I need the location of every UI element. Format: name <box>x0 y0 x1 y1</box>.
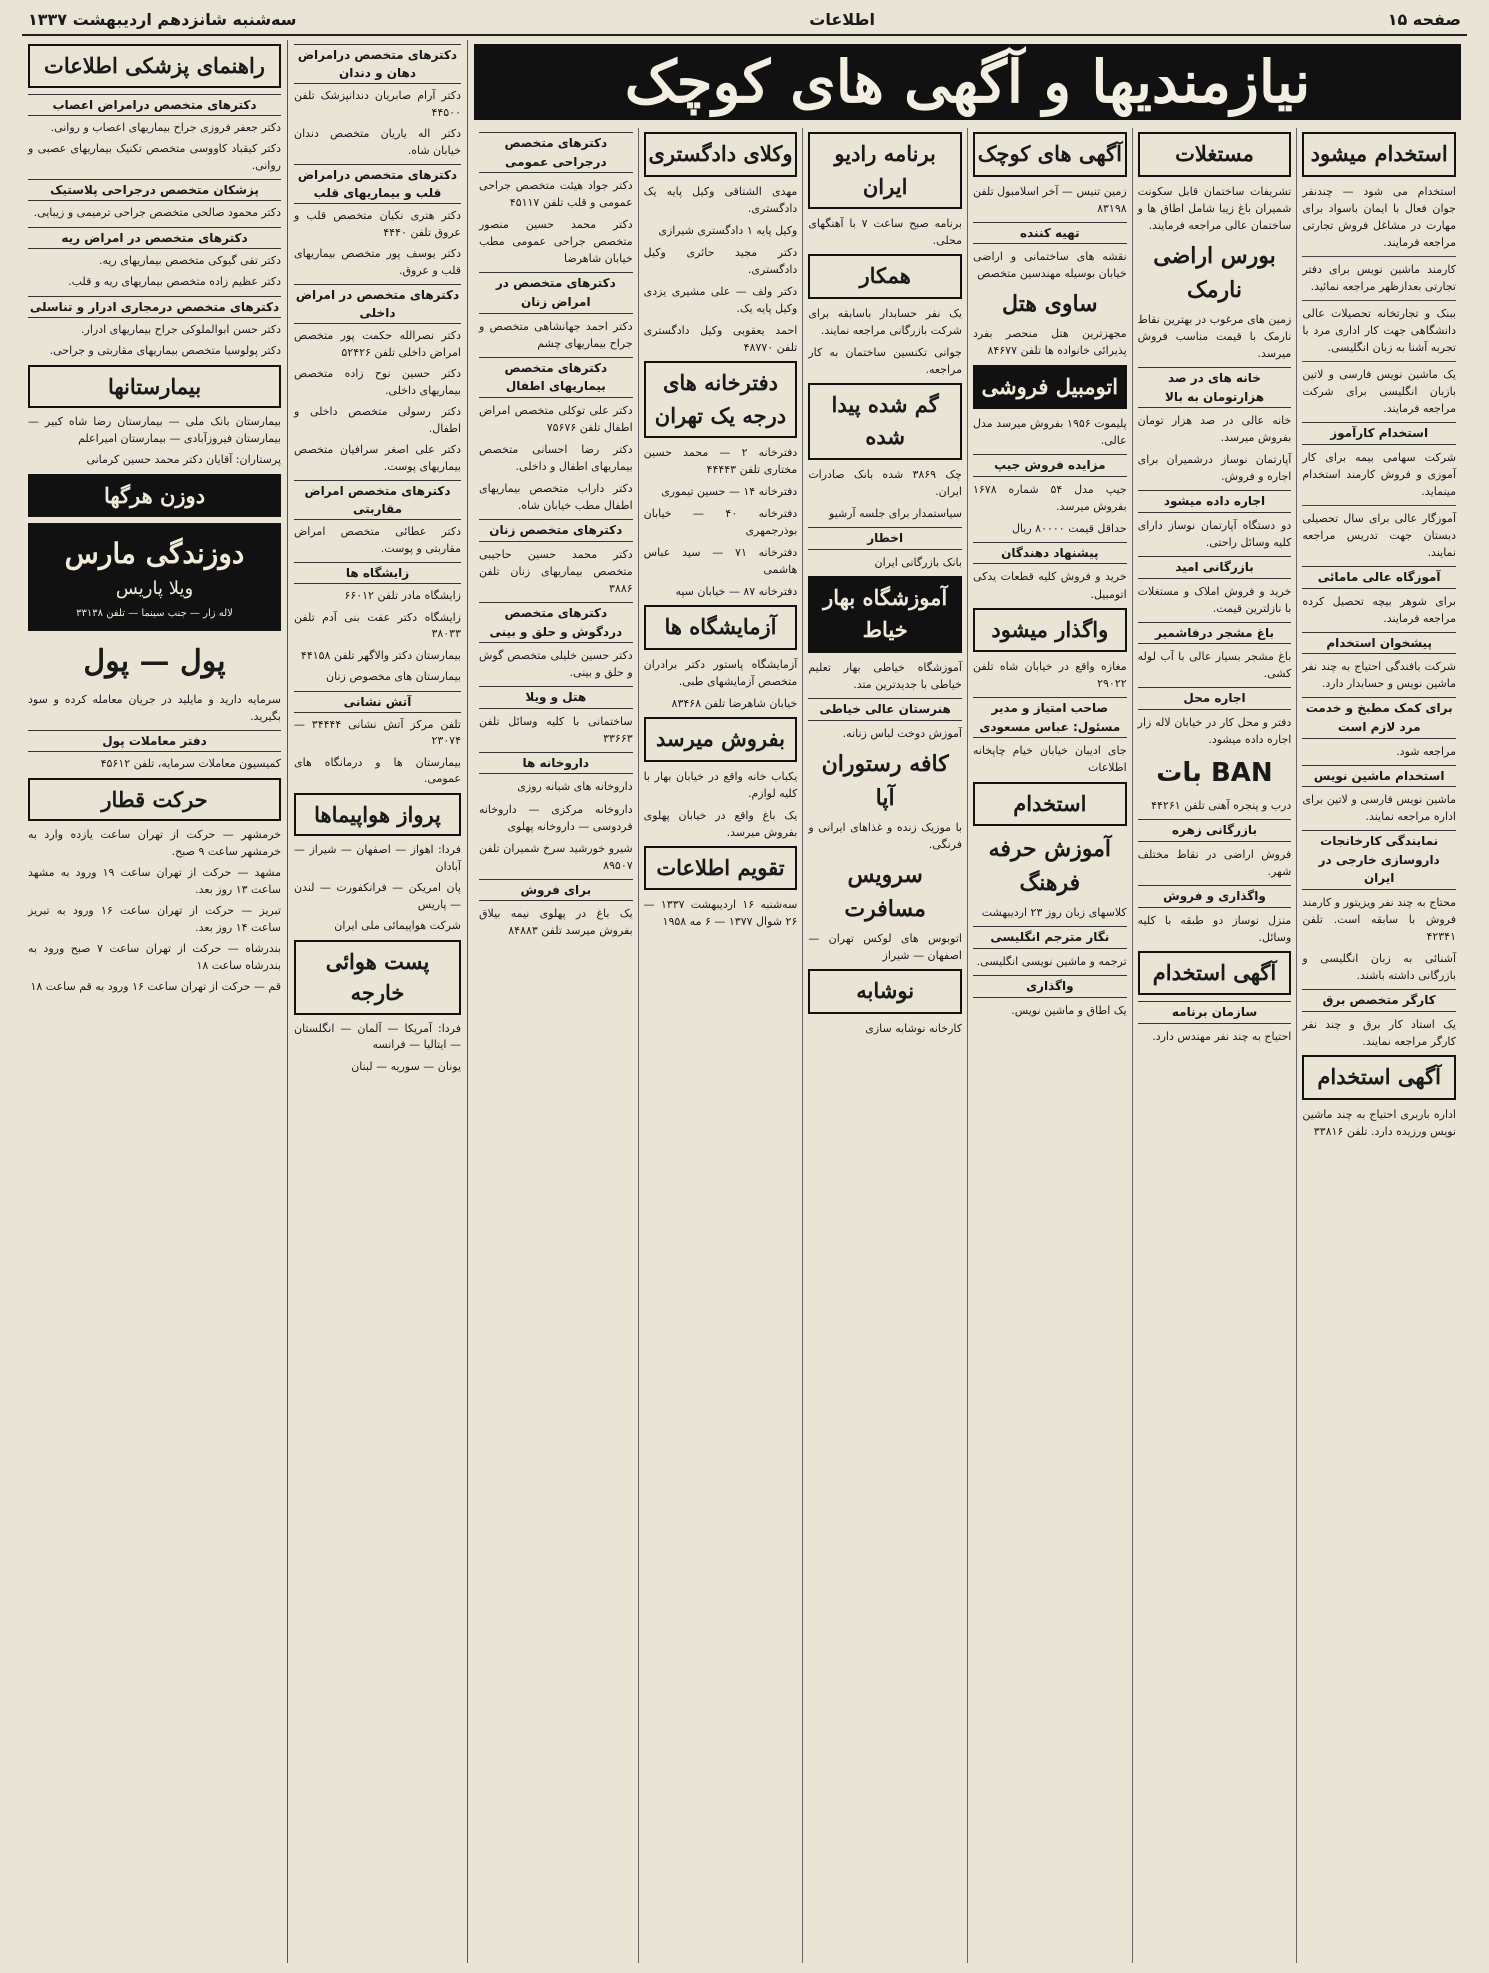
ad-item: پلیموت ۱۹۵۶ بفروش میرسد مدل عالی. <box>972 417 1127 448</box>
ad-item: بیمارستان بانک ملی — بیمارستان رضا شاه کبیر — بیمارستان فیروزآبادی — بیمارستان امیراعلم <box>28 415 281 445</box>
section-beverage: نوشابه <box>808 969 962 1014</box>
subhead-urology: دکترهای متخصص درمجاری ادرار و تناسلی <box>28 296 281 318</box>
subhead-lung: دکترهای متخصص در امراض ریه <box>28 227 281 249</box>
tailor-name: دوزندگی مارس <box>64 537 245 570</box>
ad-item: دفترخانه ۲ — محمد حسین مختاری تلفن ۴۴۴۴۳ <box>643 446 798 477</box>
ad-item: درب و پنجره آهنی تلفن ۴۴۲۶۱ <box>1151 799 1292 813</box>
section-small-ads: آگهی های کوچک <box>973 132 1127 177</box>
section-colleague: همکار <box>808 254 962 299</box>
subhead-heart: دکترهای متخصص درامراض قلب و بیماریهای قلب <box>294 164 461 204</box>
ad-item: آموزگار عالی برای سال تحصیلی دبستان جهت تدریس مراجعه نمایند. <box>1302 511 1456 559</box>
section-radio: برنامه رادیو ایران <box>808 132 962 209</box>
section-notaries: دفترخانه های درجه یک تهران <box>644 361 798 438</box>
ad-item: خرمشهر — حرکت از تهران ساعت یازده وارد به خرمشهر ساعت ۹ صبح. <box>28 828 281 858</box>
ad-item: احتیاج به چند نفر مهندس دارد. <box>1152 1030 1292 1043</box>
section-lawyers: وکلای دادگستری <box>644 132 798 177</box>
ad-item: دکتر نصرالله حکمت پور متخصص امراض داخلی تلفن ۵۲۴۲۶ <box>294 329 461 359</box>
ad-item: شرکت سهامی بیمه برای کار آموزی و فروش کارمند استخدام مینماید. <box>1302 450 1456 498</box>
subhead-ban: بات BAN <box>1156 758 1273 789</box>
section-for-sale: بفروش میرسد <box>644 717 798 762</box>
section-flights: پرواز هواپیماها <box>294 793 461 837</box>
subhead-surgeons: دکترهای متخصص درجراحی عمومی <box>479 132 633 173</box>
ad-item: مراجعه شود. <box>1396 744 1456 758</box>
ad-item: دکتر حسین خلیلی متخصص گوش و حلق و بینی. <box>478 649 633 680</box>
ad-item: دکتر حسن ابوالملوکی جراح بیماریهای ادرار. <box>81 322 281 336</box>
ad-item: اتوبوس های لوکس تهران — اصفهان — شیراز <box>808 932 962 963</box>
subhead-dental: دکترهای متخصص درامراض دهان و دندان <box>294 44 461 84</box>
ad-item: ببنک و تجارتخانه تحصیلات عالی دانشگاهی جهت کار اداری مرد با تجربه آشنا به زبان انگلیسی. <box>1302 306 1456 354</box>
ad-item: احمد یعقوبی وکیل دادگستری تلفن ۴۸۷۷۰ <box>643 323 798 354</box>
tailor-advert <box>28 523 281 631</box>
ad-item: یونان — سوریه — لبنان <box>351 1059 461 1073</box>
subhead-counter: پیشخوان استخدام <box>1302 632 1456 655</box>
ad-item: زمین تنیس — آخر اسلامبول تلفن ۸۳۱۹۸ <box>972 184 1127 215</box>
ad-item: شرکت هواپیمائی ملی ایران <box>334 919 461 932</box>
ad-item: بندرشاه — حرکت از تهران ساعت ۷ صبح ورود به بندرشاه ساعت ۱۸ <box>28 942 281 972</box>
paper-name: اطلاعات <box>809 9 875 29</box>
subhead-neurology: دکترهای متخصص درامراض اعصاب <box>28 94 281 116</box>
section-tailoring-school: آموزشگاه بهار خیاط <box>808 576 962 653</box>
ad-item: دکتر محمد حسین حاجیبی متخصص بیماریهای زنان تلفن ۳۸۸۶ <box>478 547 633 595</box>
section-tailors: دوزن هرگها <box>28 474 281 518</box>
section-medical-guide: راهنمای پزشکی اطلاعات <box>28 44 281 88</box>
subhead-tailoring-institute: هنرستان عالی خیاطی <box>808 698 962 721</box>
ad-item: زایشگاه مادر تلفن ۶۶۰۱۲ <box>344 589 461 602</box>
ad-item: آموزش دوخت لباس زنانه. <box>842 726 962 740</box>
ad-item: دفترخانه ۸۷ — خیابان سپه <box>675 585 798 599</box>
subhead-money-office: دفتر معاملات پول <box>28 730 281 752</box>
subhead-zohreh: بازرگانی زهره <box>1138 819 1292 842</box>
subhead-typist: استخدام ماشین نویس <box>1302 765 1456 788</box>
subhead-plan-org: سازمان برنامه <box>1138 1001 1292 1024</box>
classifieds-area <box>467 40 1467 1963</box>
ad-item: بیمارستان های مخصوص زنان <box>326 670 461 683</box>
column-small-ads <box>967 128 1132 1963</box>
ad-item: یک ماشین نویس فارسی و لاتین بازبان انگلیسی برای شرکت مراجعه فرمایند. <box>1302 367 1456 416</box>
ad-item: مجهزترین هتل منحصر بفرد پذیرائی خانواده ها تلفن ۸۴۶۷۷ <box>972 327 1127 358</box>
ad-item: شیرو خورشید سرخ شمیران تلفن ۸۹۵۰۷ <box>478 841 633 872</box>
subhead-internal: دکترهای متخصص در امراض داخلی <box>294 284 461 324</box>
subhead-hotel: هتل و ویلا <box>479 686 633 709</box>
ad-item: با موزیک زنده و غذاهای ایرانی و فرنگی. <box>808 820 962 851</box>
ad-item: ترجمه و ماشین نویسی انگلیسی. <box>976 954 1127 968</box>
ad-item: تلفن مرکز آتش نشانی ۳۴۴۴۴ — ۲۳۰۷۴ <box>294 717 461 747</box>
subhead-plastic-surgery: پزشکان متخصص درجراحی پلاستیک <box>28 179 281 201</box>
ad-item: یک نفر حسابدار باسابقه برای شرکت بازرگانی مراجعه نمایند. <box>808 306 962 337</box>
columns <box>22 40 1467 1963</box>
subhead-bidders: پیشنهاد دهندگان <box>973 542 1127 565</box>
ad-item: یک اطاق و ماشین نویس. <box>1011 1003 1127 1017</box>
divider <box>1302 300 1456 301</box>
ad-item: زایشگاه دکتر عفت بنی آدم تلفن ۳۸۰۳۳ <box>294 610 461 640</box>
ad-item: دکتر داراب متخصص بیماریهای اطفال مطب خیابان شاه. <box>478 482 633 513</box>
masthead: نیازمندیها و آگهی های کوچک <box>474 44 1461 120</box>
classified-subcolumns <box>474 128 1461 1963</box>
subhead-trainee: استخدام کارآموز <box>1302 422 1456 445</box>
subhead-narmak: بورس اراضی نارمک <box>1153 242 1276 303</box>
ad-item: حداقل قیمت ۸۰۰۰۰ ریال <box>1011 521 1127 535</box>
subhead-office-rent: اجاره محل <box>1138 687 1292 710</box>
ad-item: آپارتمان نوساز درشمیران برای اجاره و فروش. <box>1137 453 1292 484</box>
ad-item: دفترخانه ۷۱ — سید عباس هاشمی <box>643 546 798 577</box>
ad-item: تبریز — حرکت از تهران ساعت ۱۶ ورود به تبریز ساعت ۱۴ روز بعد. <box>28 904 281 934</box>
ad-item: بیمارستان دکتر والاگهر تلفن ۴۴۱۵۸ <box>300 648 461 662</box>
ad-item: جای ادیبان خیابان خیام چاپخانه اطلاعات <box>972 744 1127 775</box>
ad-item: خرید و فروش املاک و مستغلات با نازلترین قیمت. <box>1137 584 1292 615</box>
ad-item: فردا: اهواز — اصفهان — شیراز — آبادان <box>294 843 461 873</box>
ad-item: تشریفات ساختمان قابل سکونت شمیران باغ زیبا شامل اطاق ها و ساختمان عالی مراجعه فرمایند. <box>1137 184 1292 232</box>
ad-item: کارخانه نوشابه سازی <box>865 1021 962 1035</box>
ad-item: شرکت بافندگی احتیاج به چند نفر ماشین نویس و حسابدار دارد. <box>1302 660 1456 691</box>
section-lost-found: گم شده پیدا شده <box>808 383 962 460</box>
ad-item: وکیل پایه ۱ دادگستری شیرازی <box>658 223 798 237</box>
ad-item: چک ۳۸۶۹ شده بانک صادرات ایران. <box>808 468 962 499</box>
section-hospitals: بیمارستانها <box>28 365 281 409</box>
ad-item: سرمایه دارید و مایلید در جریان معامله کرده و سود بگیرید. <box>28 693 281 723</box>
subhead-savoy-hotel: ساوی هتل <box>1002 291 1098 318</box>
ad-item: دکتر مجید حائری وکیل دادگستری. <box>643 245 798 276</box>
subhead-vocational: آموزش حرفه فرهنگ <box>988 836 1112 897</box>
ad-item: دکتر رسولی متخصص داخلی و اطفال. <box>294 405 461 435</box>
ad-item: دکتر جواد هیئت متخصص جراحی عمومی و قلب تلفن ۴۵۱۱۷ <box>478 179 633 210</box>
ad-item: دفترخانه ۱۴ — حسین تیموری <box>661 485 798 499</box>
ad-item: دکتر جعفر فروزی جراح بیماریهای اعصاب و روانی. <box>50 120 281 134</box>
ad-item: دکتر محمد حسین منصور متخصص جراحی عمومی مطب خیابان شاهرضا <box>478 218 633 266</box>
subhead-jeep-auction: مزایده فروش جیپ <box>973 454 1127 477</box>
ad-item: دکتر احمد جهانشاهی متخصص و جراح بیماریهای چشم <box>478 319 633 350</box>
ad-item: دکتر اله یاریان متخصص دندان خیابان شاه. <box>294 127 461 157</box>
ad-item: پان امریکن — فرانکفورت — لندن — پاریس <box>294 881 461 911</box>
subhead-garden: باغ مشجر درفاشمیر <box>1138 622 1292 645</box>
ad-item: داروخانه های شبانه روزی <box>517 780 633 794</box>
ad-item: فروش اراضی در نقاط مختلف شهر. <box>1137 848 1292 879</box>
ad-item: دکتر عطائی متخصص امراض مقاربتی و پوست. <box>294 525 461 555</box>
subhead-rent: اجاره داده میشود <box>1138 490 1292 513</box>
ad-item: دکتر آرام صابریان دندانپزشک تلفن ۴۴۵۰۰ <box>294 89 461 119</box>
ad-item: داروخانه مرکزی — داروخانه فردوسی — داروخانه پهلوی <box>478 802 633 833</box>
subhead-cafe: کافه رستوران آپا <box>821 750 949 811</box>
divider <box>1302 361 1456 362</box>
ad-item: خرید و فروش کلیه قطعات یدکی اتومبیل. <box>972 570 1127 601</box>
subhead-women: دکترهای متخصص در امراض زنان <box>479 272 633 313</box>
column-programs <box>802 128 967 1963</box>
ad-item: بانک بازرگانی ایران <box>874 555 962 569</box>
subhead-transfer-2: واگذاری <box>973 975 1127 998</box>
ad-item: سه‌شنبه ۱۶ اردیبهشت ۱۳۳۷ — ۲۶ شوال ۱۳۷۷ — ۶ مه ۱۹۵۸ <box>643 898 798 929</box>
ad-item: دکتر ولف — علی مشیری یزدی وکیل پایه یک. <box>643 284 798 315</box>
ad-item: یک باغ در پهلوی نیمه بیلاق بفروش میرسد تلفن ۸۴۸۸۳ <box>478 907 633 938</box>
ad-item: خیابان شاهرضا تلفن ۸۳۴۶۸ <box>671 697 798 711</box>
subhead-transfer: واگذاری و فروش <box>1138 885 1292 908</box>
ad-item: اداره باربری احتیاج به چند ماشین نویس ورزیده دارد. تلفن ۳۳۸۱۶ <box>1302 1107 1456 1138</box>
ad-item: دو دستگاه آپارتمان نوساز دارای کلیه وسائل راحتی. <box>1137 518 1292 550</box>
ad-item: بیمارستان ها و درمانگاه های عمومی. <box>294 755 461 785</box>
ad-item: پرستاران: آقایان دکتر محمد حسین کرمانی <box>86 453 281 466</box>
ad-item: ساختمانی با کلیه وسائل تلفن ۳۳۶۶۳ <box>478 714 633 745</box>
divider <box>1302 505 1456 506</box>
column-employment <box>1296 128 1461 1963</box>
ad-item: آشنائی به زبان انگلیسی و بازرگانی داشته باشند. <box>1302 952 1456 983</box>
ad-item: دکتر عظیم زاده متخصص بیماریهای ریه و قلب. <box>68 275 281 288</box>
ad-item: قم — حرکت از تهران ساعت ۱۶ ورود به قم ساعت ۱۸ <box>30 980 281 993</box>
section-transfer: واگذار میشود <box>973 608 1127 653</box>
ad-item: دکتر محمود صالحی متخصص جراحی ترمیمی و زیبایی. <box>33 206 281 219</box>
ad-item: جیپ مدل ۵۴ شماره ۱۶۷۸ بفروش میرسد. <box>972 482 1127 513</box>
section-trains: حرکت قطار <box>28 778 281 822</box>
section-job-ad: آگهی استخدام <box>1302 1055 1456 1100</box>
column-lawyers <box>638 128 803 1963</box>
ad-item: باغ مشجر بسیار عالی با آب لوله کشی. <box>1137 650 1292 681</box>
subhead-gynecology: دکترهای متخصص زنان <box>479 519 633 542</box>
subhead-midwifery: آموزگاه عالی مامائی <box>1302 566 1456 589</box>
ad-item: استخدام می شود — چندنفر جوان فعال با ایمان باسواد برای مهارت در مشاغل فروش تجارتی مراجعه فرمایند. <box>1302 184 1456 249</box>
publisher-line: صاحب امتیاز و مدیر مسئول: عباس مسعودی <box>973 697 1127 738</box>
ad-item: زمین های مرغوب در بهترین نقاط نارمک با قیمت مناسب فروش میرسد. <box>1137 312 1292 360</box>
subhead-children: دکترهای متخصص بیماریهای اطفال <box>479 357 633 398</box>
subhead-travel: سرویس مسافرت <box>844 861 926 922</box>
ad-item: ماشین نویس فارسی و لاتین برای اداره مراجعه نمایند. <box>1302 793 1456 824</box>
ad-item: دکتر علی توکلی متخصص امراض اطفال تلفن ۷۵۶۷۶ <box>478 403 633 434</box>
ad-item: دکتر پولوسیا متخصص بیماریهای مقاربتی و جراحی. <box>49 344 281 357</box>
ad-item: دکتر رضا احسانی متخصص بیماریهای اطفال و داخلی. <box>478 442 633 474</box>
ad-item: دکتر تقی گیوکی متخصص بیماریهای ریه. <box>98 253 281 267</box>
ad-item: دکتر علی اصغر سرافیان متخصص بیماریهای پوست. <box>294 443 461 473</box>
subhead-ent: دکترهای متخصص دردگوش و حلق و بینی <box>479 602 633 643</box>
section-real-estate: مستغلات <box>1138 132 1292 177</box>
ad-item: دکتر کیقباد کاووسی متخصص تکنیک بیماریهای عصبی و روانی. <box>28 142 281 172</box>
ad-item: یک استاد کار برق و چند نفر کارگر مراجعه نمایند. <box>1302 1017 1456 1048</box>
ad-item: مهدی الشتاقی وکیل پایه یک دادگستری. <box>643 184 798 215</box>
column-real-estate <box>1132 128 1297 1963</box>
subhead-pharma: نمایندگی کارخانجات داروسازی خارجی در ایران <box>1302 830 1456 890</box>
ad-item: برای شوهر بیچه تحصیل کرده مراجعه فرمایند. <box>1302 594 1456 625</box>
ad-item: منزل نوساز دو طبقه با کلیه وسائل. <box>1137 913 1292 944</box>
ad-item: یکباب خانه واقع در خیابان بهار با کلیه لوازم. <box>643 769 798 800</box>
page-header <box>22 4 1467 36</box>
column-medical-guide <box>22 40 287 1963</box>
subhead-electrician: کارگر متخصص برق <box>1302 989 1456 1012</box>
ad-item: دکتر یوسف پور متخصص بیماریهای قلب و عروق. <box>294 247 461 277</box>
ad-item: کارمند ماشین نویس برای دفتر تجارتی بعدازظهر مراجعه نمائید. <box>1302 262 1456 293</box>
section-calendar: تقویم اطلاعات <box>644 846 798 891</box>
ad-item: یک باغ واقع در خیابان پهلوی بفروش میرسد. <box>643 808 798 839</box>
issue-date: سه‌شنبه شانزدهم اردیبهشت ۱۳۳۷ <box>28 9 297 29</box>
ad-item: محتاج به چند نفر ویزیتور و کارمند فروش با سابقه است. تلفن ۴۲۳۴۱ <box>1302 896 1456 944</box>
money-headline: پول — پول <box>83 644 226 679</box>
ad-item: آزمایشگاه پاستور دکتر برادران متخصص آزمایشهای طبی. <box>643 657 798 689</box>
divider <box>1302 256 1456 257</box>
subhead-venereal: دکترهای متخصص امراض مقاربتی <box>294 480 461 520</box>
ad-item: دکتر هتری نکیان متخصص قلب و عروق تلفن ۴۴۴۰ <box>294 209 461 239</box>
ad-item: مشهد — حرکت از تهران ساعت ۱۹ ورود به مشهد ساعت ۱۳ روز بعد. <box>28 866 281 896</box>
section-car-sales: اتومبیل فروشی <box>973 365 1127 410</box>
ad-item: نقشه های ساختمانی و اراضی خیابان بوسیله مهندسین متخصص <box>972 250 1127 281</box>
subhead-translator: نگار مترجم انگلیسی <box>973 926 1127 949</box>
ad-item: دفتر و محل کار در خیابان لاله زار اجاره داده میشود. <box>1137 716 1292 747</box>
subhead-maker: تهیه کننده <box>973 222 1127 245</box>
ad-item: آموزشگاه خیاطی بهار تعلیم خیاطی با جدیدترین متد. <box>808 660 962 691</box>
ad-item: دفترخانه ۴۰ — خیابان بوذرجمهری <box>643 507 798 538</box>
ad-item: برنامه صبح ساعت ۷ با آهنگهای محلی. <box>808 217 962 248</box>
tailor-subtitle: ویلا پاریس <box>115 578 194 599</box>
subhead-omid: بازرگانی امید <box>1138 556 1292 579</box>
ad-item: سیاستمدار برای جلسه آرشیو <box>829 507 962 521</box>
section-foreign-airmail: پست هوائی خارجه <box>294 940 461 1015</box>
subhead-fire-dept: آتش نشانی <box>294 691 461 713</box>
page-number: صفحه ۱۵ <box>1387 9 1461 29</box>
column-doctors-2 <box>287 40 467 1963</box>
subhead-pharmacies: داروخانه ها <box>479 752 633 775</box>
section-laboratories: آزمایشگاه ها <box>644 605 798 650</box>
ad-item: خانه عالی در صد هزار تومان بفروش میرسد. <box>1137 414 1292 445</box>
ad-item: کمیسیون معاملات سرمایه، تلفن ۴۵۶۱۲ <box>100 757 281 770</box>
subhead-houses: خانه های در صد هزارتومان به بالا <box>1138 367 1292 408</box>
subhead-warning: اخطار <box>808 527 962 550</box>
ad-item: جوانی تکنسین ساختمان به کار مراجعه. <box>808 345 962 376</box>
column-doctors-1 <box>474 128 638 1963</box>
tailor-address: لاله زار — جنب سینما — تلفن ۳۳۱۳۸ <box>76 608 233 619</box>
subhead-kitchen: برای کمک مطبخ و خدمت مرد لازم است <box>1302 697 1456 738</box>
section-employment: استخدام میشود <box>1302 132 1456 177</box>
ad-item: کلاسهای زبان روز ۲۳ اردیبهشت <box>981 906 1127 920</box>
ad-item: دکتر حسین نوح زاده متخصص بیماریهای داخلی. <box>294 367 461 397</box>
ad-item: مغازه واقع در خیابان شاه تلفن ۲۹۰۲۲ <box>972 660 1127 691</box>
section-estate-job: آگهی استخدام <box>1138 951 1292 996</box>
ad-item: فردا: آمریکا — آلمان — انگلستان — ایتالیا — فرانسه <box>294 1021 461 1051</box>
section-hiring: استخدام <box>973 782 1127 827</box>
subhead-maternity: زایشگاه ها <box>294 562 461 584</box>
subhead-sale: برای فروش <box>479 879 633 902</box>
